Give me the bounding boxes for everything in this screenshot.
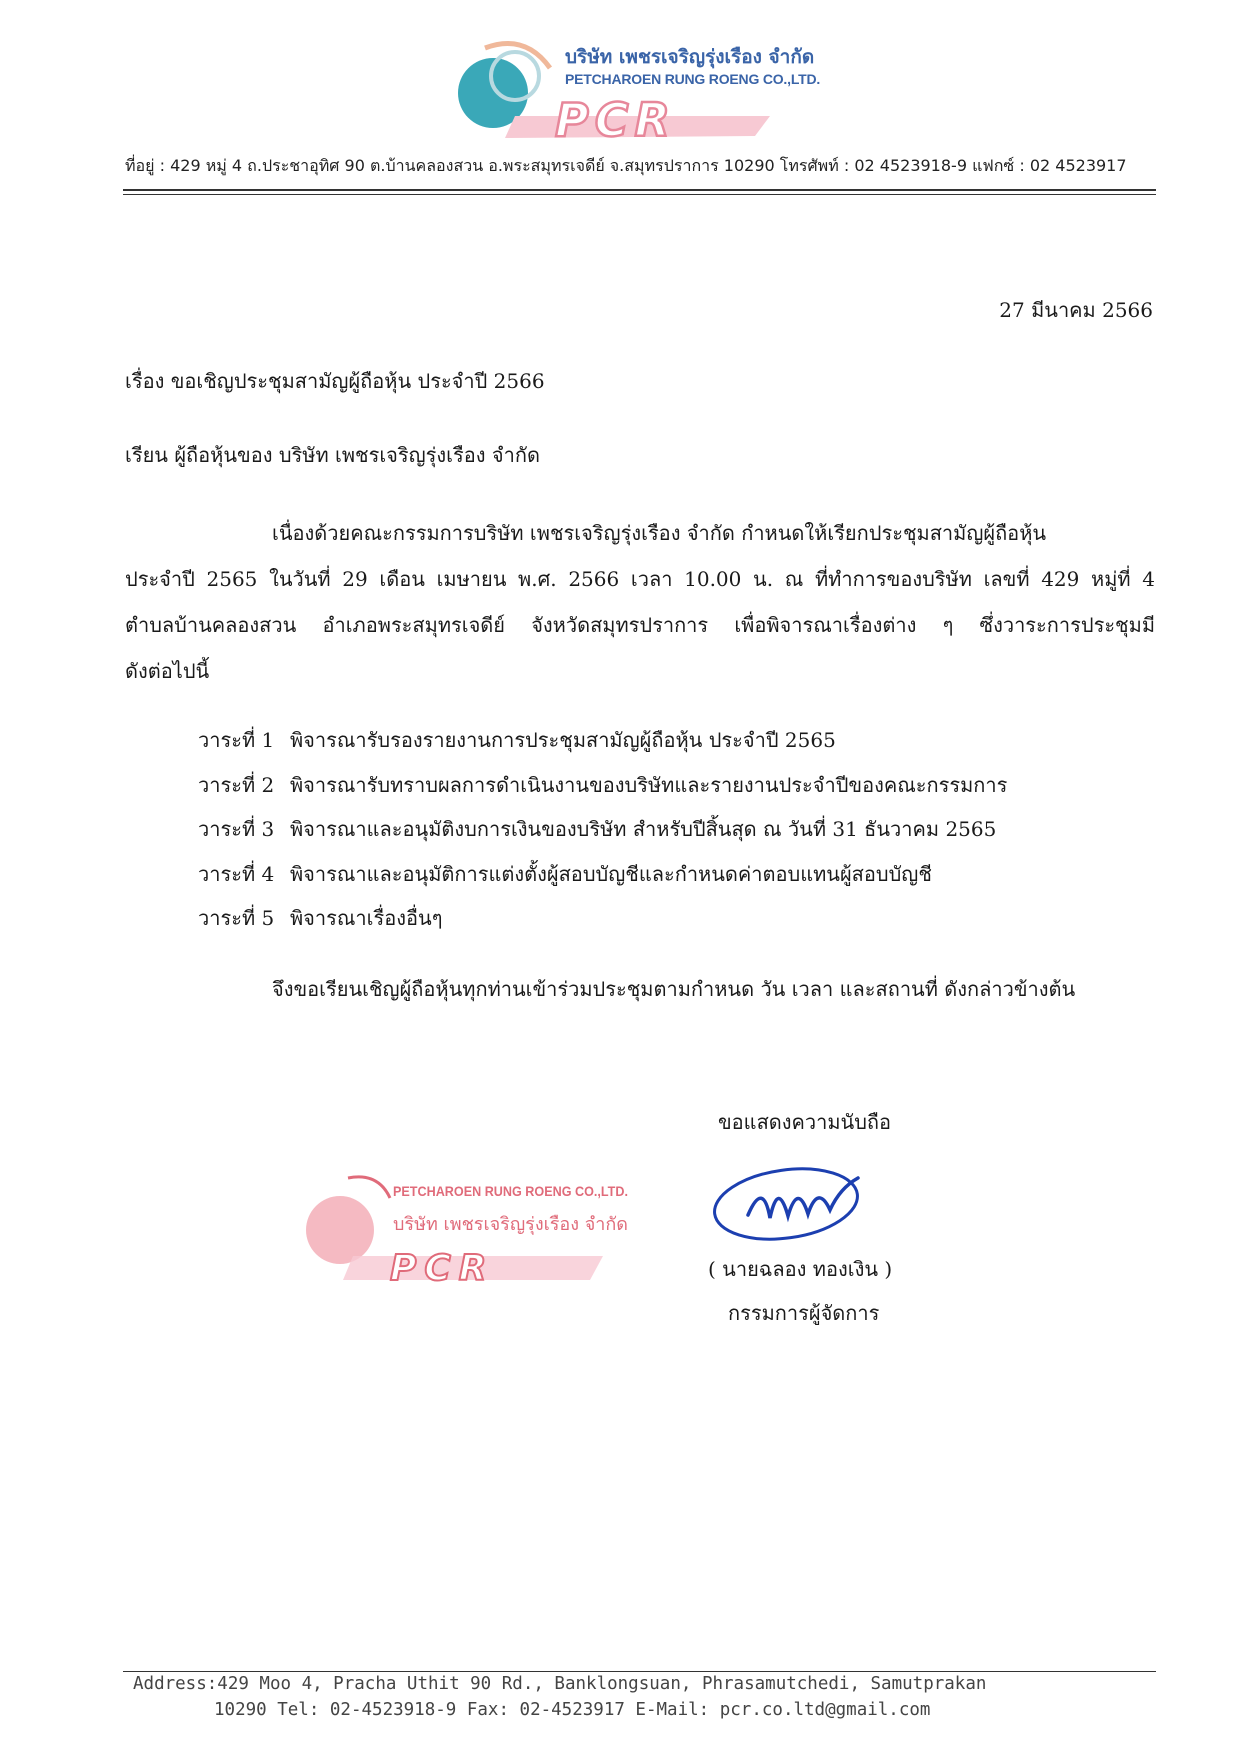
header-divider-thin <box>123 194 1156 195</box>
letter-salutation: เรียน ผู้ถือหุ้นของ บริษัท เพชรเจริญรุ่งเรือง จำกัด <box>125 443 540 467</box>
agenda-number: วาระที่ 2 <box>198 772 275 797</box>
agenda-item <box>198 852 1007 897</box>
letter-subject: เรื่อง ขอเชิญประชุมสามัญผู้ถือหุ้น ประจำปี 2566 <box>125 369 545 393</box>
agenda-number: วาระที่ 1 <box>198 728 275 752</box>
logo-wordmark: PCR <box>555 93 676 147</box>
agenda-item <box>198 718 1007 763</box>
agenda-number: วาระที่ 5 <box>198 906 275 930</box>
company-name-english: PETCHAROEN RUNG ROENG CO.,LTD. <box>565 71 821 87</box>
agenda-text: พิจารณารับรองรายงานการประชุมสามัญผู้ถือหุ้น ประจำปี 2565 <box>290 728 836 752</box>
agenda-list <box>198 718 1007 941</box>
signer-title: กรรมการผู้จัดการ <box>728 1301 880 1325</box>
header-divider <box>123 189 1156 191</box>
agenda-item <box>198 896 1007 941</box>
letter-date: 27 มีนาคม 2566 <box>999 298 1153 322</box>
body-line: ประจำปี 2565 ในวันที่ 29 เดือน เมษายน พ.ศ. 2566 เวลา 10.00 น. ณ ที่ทำการของบริษัท เลขที่ 429 หมู่ที่ 4 <box>125 567 1155 591</box>
body-line: ดังต่อไปนี้ <box>125 659 210 683</box>
agenda-number: วาระที่ 4 <box>198 861 275 886</box>
agenda-item <box>198 807 1007 852</box>
regards-text: ขอแสดงความนับถือ <box>718 1110 892 1134</box>
agenda-item <box>198 763 1007 808</box>
footer-address: Address:429 Moo 4, Pracha Uthit 90 Rd., Banklongsuan, Phrasamutchedi, Samutprakan <box>133 1674 987 1694</box>
agenda-text: พิจารณาเรื่องอื่นๆ <box>290 906 443 930</box>
footer-contact: 10290 Tel: 02-4523918-9 Fax: 02-4523917 E-Mail: pcr.co.ltd@gmail.com <box>214 1700 931 1720</box>
signer-name: ( นายฉลอง ทองเงิน ) <box>708 1257 893 1281</box>
body-paragraph <box>125 510 1155 694</box>
agenda-number: วาระที่ 3 <box>198 817 275 841</box>
agenda-text: พิจารณาและอนุมัติการแต่งตั้งผู้สอบบัญชีและกำหนดค่าตอบแทนผู้สอบบัญชี <box>290 861 932 886</box>
header-address: ที่อยู่ : 429 หมู่ 4 ถ.ประชาอุทิศ 90 ต.บ้านคลองสวน อ.พระสมุทรเจดีย์ จ.สมุทรปราการ 10290 โทรศัพท์ : 02 4523918-9 แฟกซ์ : 02 4523917 <box>125 156 1127 175</box>
body-line: เนื่องด้วยคณะกรรมการบริษัท เพชรเจริญรุ่งเรือง จำกัด กำหนดให้เรียกประชุมสามัญผู้ถือหุ้น <box>272 521 1047 545</box>
agenda-text: พิจารณาและอนุมัติงบการเงินของบริษัท สำหรับปีสิ้นสุด ณ วันที่ 31 ธันวาคม 2565 <box>290 817 997 841</box>
company-name-thai: บริษัท เพชรเจริญรุ่งเรือง จำกัด <box>565 46 815 68</box>
agenda-text: พิจารณารับทราบผลการดำเนินงานของบริษัทและรายงานประจำปีของคณะกรรมการ <box>290 772 1008 797</box>
footer-divider <box>123 1671 1156 1672</box>
stamp-company-thai: บริษัท เพชรเจริญรุ่งเรือง จำกัด <box>393 1214 628 1235</box>
stamp-wordmark: PCR <box>390 1248 495 1288</box>
closing-sentence: จึงขอเรียนเชิญผู้ถือหุ้นทุกท่านเข้าร่วมประชุมตามกำหนด วัน เวลา และสถานที่ ดังกล่าวข้างต้น <box>272 977 1076 1001</box>
handwritten-signature <box>708 1160 888 1250</box>
stamp-company-english: PETCHAROEN RUNG ROENG CO.,LTD. <box>393 1183 628 1199</box>
body-line: ตำบลบ้านคลองสวน อำเภอพระสมุทรเจดีย์ จังหวัดสมุทรปราการ เพื่อพิจารณาเรื่องต่าง ๆ ซึ่งวาระการประชุมมี <box>125 613 1155 637</box>
